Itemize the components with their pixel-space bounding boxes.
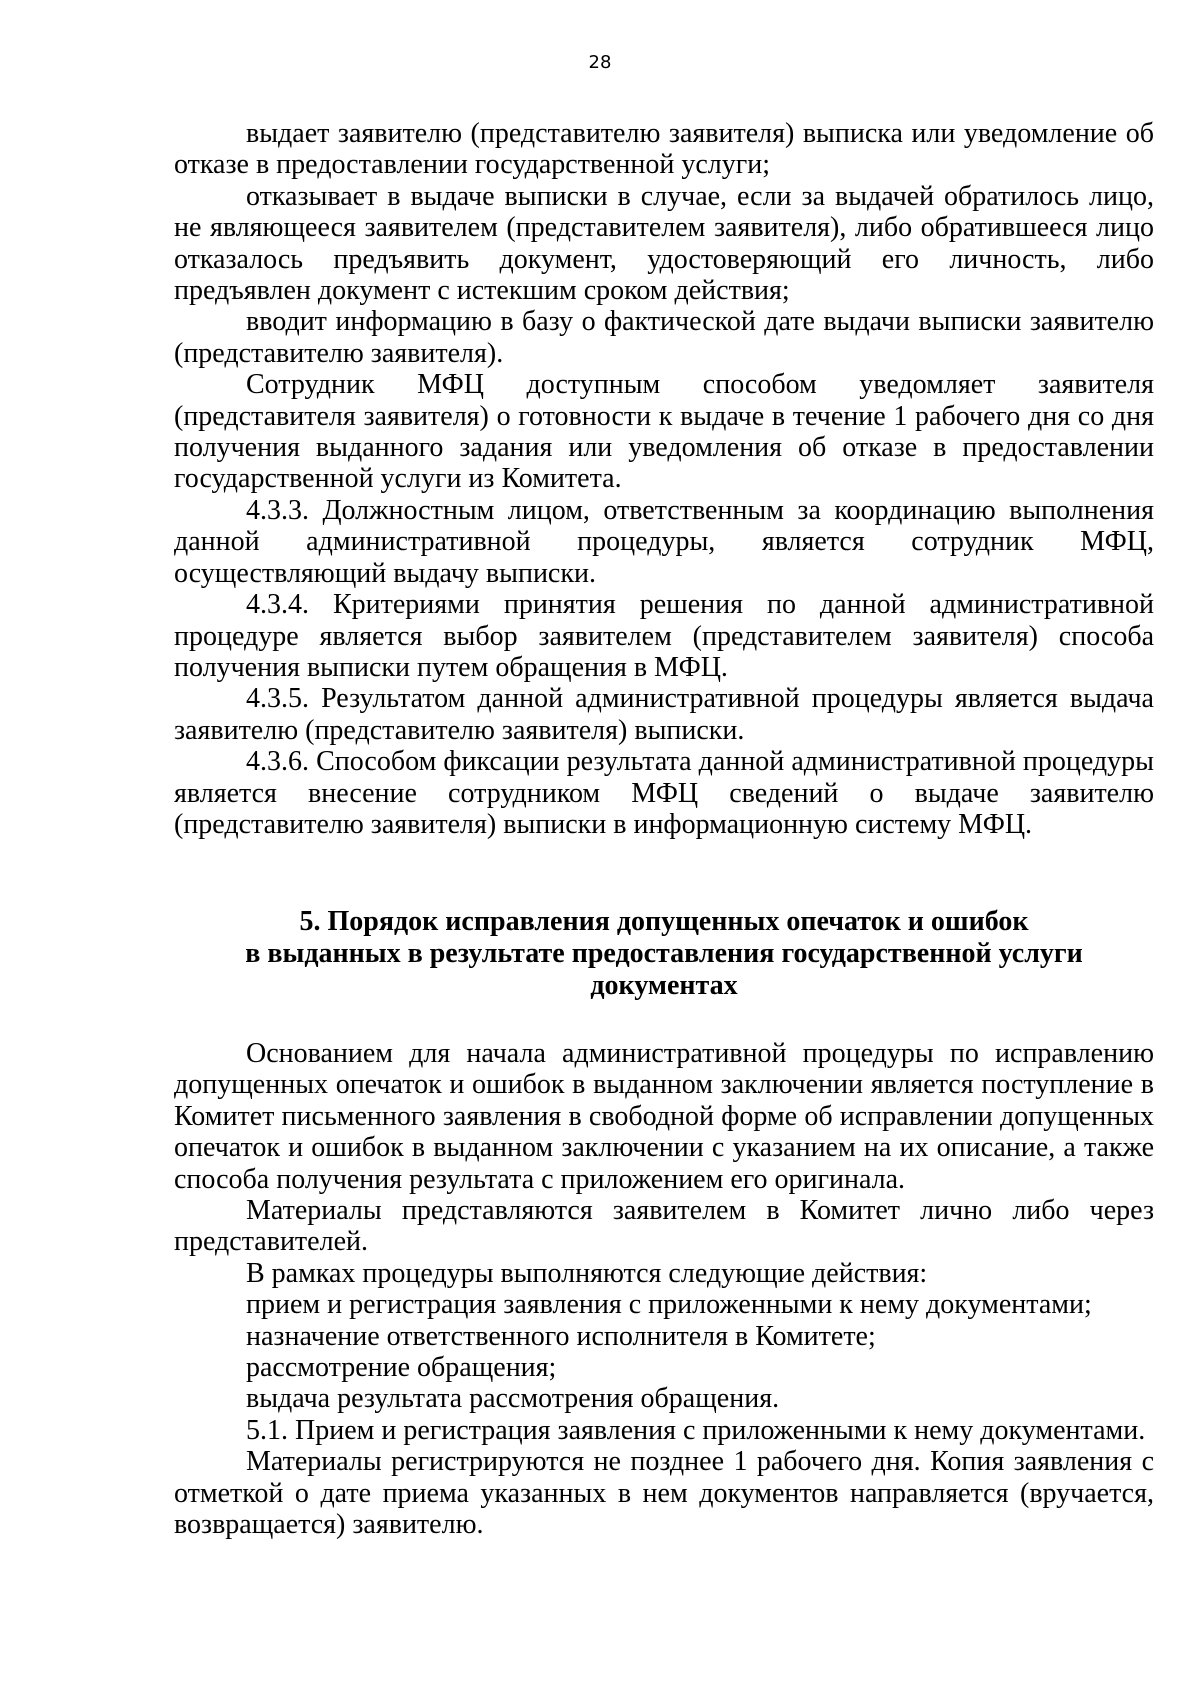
section-5-body — [174, 1038, 1154, 1541]
list-item: рассмотрение обращения; — [246, 1352, 557, 1384]
paragraph: выдает заявителю (представителю заявителя) выписка или уведомление об отказе в предоставлении государственной услуги; — [174, 118, 1154, 181]
paragraph: 4.3.3. Должностным лицом, ответственным за координацию выполнения данной административной процедуры, является сотрудник МФЦ, осуществляющий выдачу выписки. — [174, 494, 1154, 589]
paragraph: 4.3.4. Критериями принятия решения по данной административной процедуре является выбор заявителем (представителем заявителя) способа получения выписки путем обращения в МФЦ. — [174, 589, 1154, 683]
paragraph: 5.1. Прием и регистрация заявления с приложенными к нему документами. — [246, 1414, 1146, 1446]
paragraph: 4.3.6. Способом фиксации результата данной административной процедуры является внесение сотрудником МФЦ сведений о выдаче заявителю (представителю заявителя) выписки в информационную систему МФЦ. — [174, 746, 1154, 840]
heading-line: 5. Порядок исправления допущенных опечаток и ошибок — [299, 906, 1029, 937]
paragraph: Основанием для начала административной процедуры по исправлению допущенных опечаток и ошибок в выданном заключении является поступление в Комитет письменного заявления в свободной форме об исправлении допущенных опечаток и ошибок в выданном заключении с указанием на их описание, а также способа получения результата с приложением его оригинала. — [174, 1038, 1154, 1195]
paragraph: Материалы регистрируются не позднее 1 рабочего дня. Копия заявления с отметкой о дате приема указанных в нем документов направляется (вручается, возвращается) заявителю. — [174, 1446, 1154, 1541]
section-5-heading — [174, 906, 1154, 1002]
paragraph: Сотрудник МФЦ доступным способом уведомляет заявителя (представителя заявителя) о готовности к выдаче в течение 1 рабочего дня со дня получения выданного задания или уведомления об отказе в предоставлении государственной услуги из Комитета. — [174, 369, 1154, 495]
paragraph: отказывает в выдаче выписки в случае, если за выдачей обратилось лицо, не являющееся заявителем (представителем заявителя), либо обратившееся лицо отказалось предъявить документ, удостоверяющий его личность, либо предъявлен документ с истекшим сроком действия; — [174, 180, 1154, 307]
heading-line: документах — [590, 970, 738, 1001]
paragraph: вводит информацию в базу о фактической дате выдачи выписки заявителю (представителю заявителя). — [174, 306, 1154, 369]
page-number: 28 — [588, 52, 612, 73]
paragraph: Материалы представляются заявителем в Комитет лично либо через представителей. — [174, 1195, 1154, 1258]
heading-line: в выданных в результате предоставления государственной услуги — [245, 938, 1083, 969]
paragraph: 4.3.5. Результатом данной административной процедуры является выдача заявителю (представителю заявителя) выписки. — [174, 683, 1154, 746]
paragraph: В рамках процедуры выполняются следующие действия: — [246, 1257, 928, 1289]
list-item: выдача результата рассмотрения обращения. — [246, 1383, 780, 1415]
list-item: прием и регистрация заявления с приложенными к нему документами; — [246, 1289, 1092, 1321]
section-4-body — [174, 118, 1154, 840]
list-item: назначение ответственного исполнителя в Комитете; — [246, 1320, 876, 1352]
